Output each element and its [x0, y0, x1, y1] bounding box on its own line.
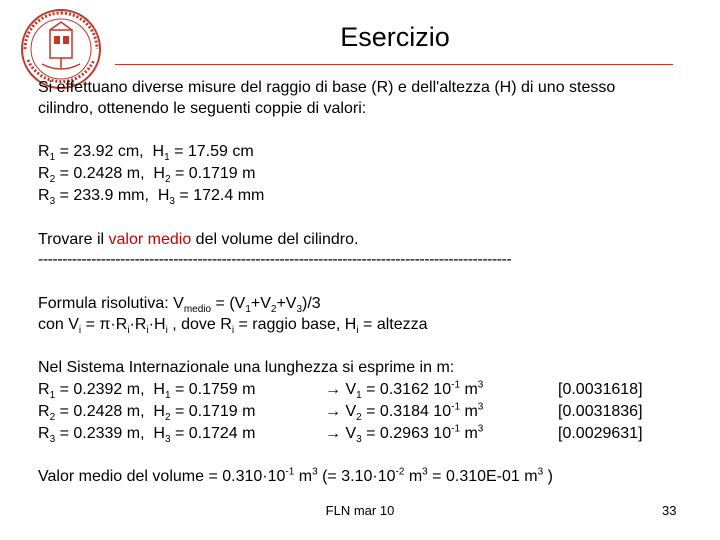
- intro-line-2: cilindro, ottenendo le seguenti coppie di valori:: [38, 100, 367, 117]
- measure-row: $R_1 = 23.92$ cm, $H_1 = 17.59$ cm: [38, 143, 254, 164]
- measure-row: $R_3 = 233.9$ mm, $H_3 = 172.4$ mm: [38, 187, 265, 208]
- title-divider: [115, 64, 673, 65]
- formula-definition: con $V_i = \pi\cdot R_i\cdot R_i\cdot H_i$ , dove $R_i$ = raggio base, $H_i$ = altezza: [38, 316, 428, 337]
- page-number: 33: [662, 503, 677, 518]
- si-volume: → $V_3 = 0.2963$ $10^{-1}$ $m^3$: [325, 423, 484, 446]
- arrow-icon: →: [325, 403, 341, 420]
- si-intro: Nel Sistema Internazionale una lunghezza si esprime in m:: [38, 359, 455, 376]
- si-bracket: [0.0031836]: [558, 403, 643, 420]
- dashed-separator: --------------------------------------------------------------------------------------------------: [38, 251, 512, 268]
- si-bracket: [0.0031618]: [558, 381, 643, 398]
- si-volume: → $V_2 = 0.3184$ $10^{-1}$ $m^3$: [325, 401, 484, 424]
- arrow-icon: →: [325, 425, 341, 442]
- formula-line: Formula risolutiva: $V_{medio} = (V_1+V_2+V_3)/3$: [38, 295, 321, 316]
- si-measure: $R_2 = 0.2428$ m, $H_2 = 0.1719$ m: [38, 403, 256, 424]
- result-line: Valor medio del volume = $0.310\cdot 10^{-1}$ $m^3$ (= $3.10\cdot 10^{-2}$ $m^3 = 0.310E-01$ $m^3$ ): [38, 466, 553, 485]
- footer-label: FLN mar 10: [325, 503, 395, 518]
- task-statement: Trovare il valor medio del volume del cilindro.: [38, 231, 359, 248]
- intro-line-1: Si effettuano diverse misure del raggio di base (R) e dell'altezza (H) di uno stesso: [38, 79, 616, 96]
- arrow-icon: →: [325, 381, 341, 398]
- si-bracket: [0.0029631]: [558, 425, 643, 442]
- highlight-text: valor medio: [108, 231, 192, 248]
- measure-row: $R_2 = 0.2428$ m, $H_2 = 0.1719$ m: [38, 165, 256, 186]
- slide-title: Esercizio: [340, 22, 450, 52]
- si-measure: $R_1 = 0.2392$ m, $H_1 = 0.1759$ m: [38, 381, 256, 402]
- si-measure: $R_3 = 0.2339$ m, $H_3 = 0.1724$ m: [38, 425, 256, 446]
- si-volume: → $V_1 = 0.3162$ $10^{-1}$ $m^3$: [325, 379, 484, 402]
